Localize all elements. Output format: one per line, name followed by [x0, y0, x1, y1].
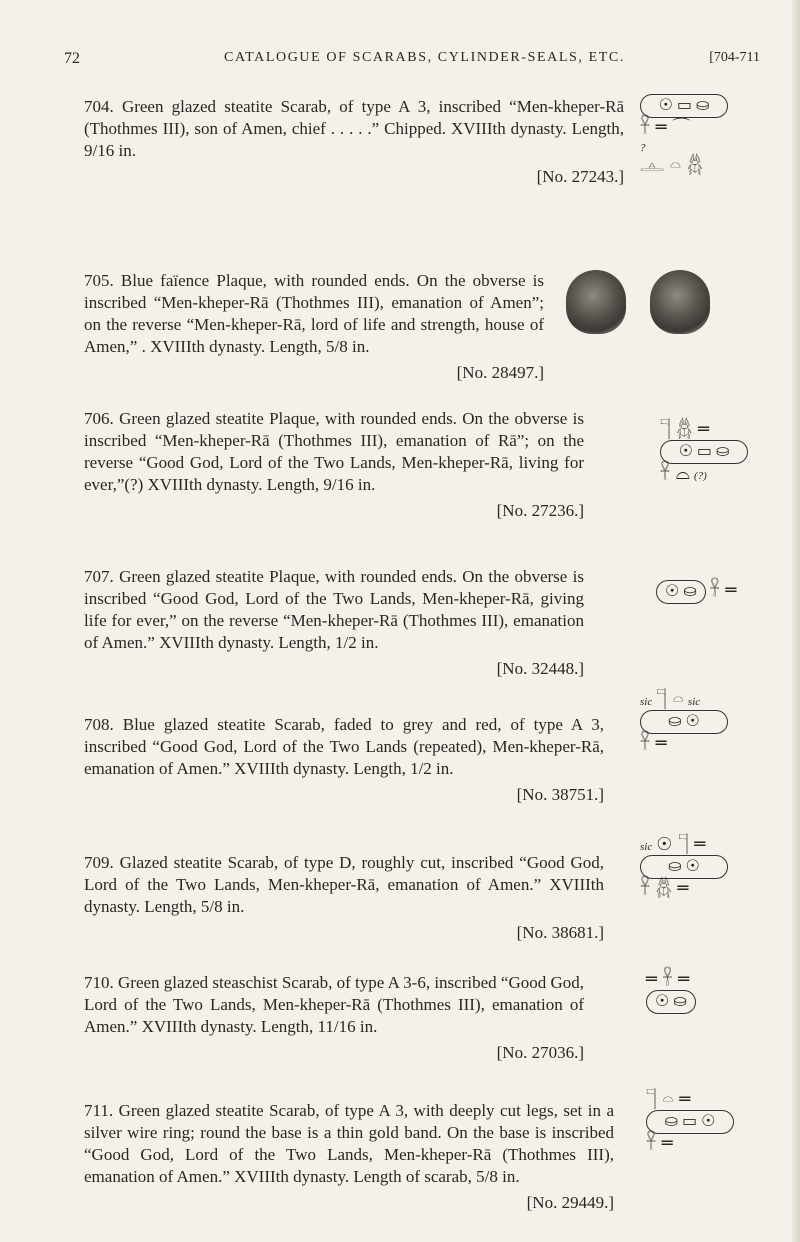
entry-reference: [No. 27036.]	[496, 1043, 584, 1062]
hieroglyph-column-icon: 𓊹 𓆣 ═	[660, 419, 709, 440]
entry-glyphs	[660, 420, 770, 484]
entry-text: Blue glazed steatite Scarab, faded to grey and red, of type A 3, inscribed “Good God, Lord of the Two Lands (repeated), Men-kheper-Rā, emanation of Amen.” XVIIIth dynasty. Length, 1/2 in.	[84, 715, 604, 778]
hieroglyph-column-icon: 𓊵 𓏏 𓆣	[640, 155, 703, 176]
catalogue-entry	[84, 96, 624, 188]
scarab-photo-icon	[650, 270, 710, 334]
entry-number: 707.	[84, 567, 114, 586]
hieroglyph-column-icon: 𓊹 𓏏 ═	[646, 1089, 691, 1110]
entry-reference: [No. 29449.]	[526, 1193, 614, 1212]
running-title: CATALOGUE OF SCARABS, CYLINDER-SEALS, ETC.	[224, 50, 625, 65]
entry-range: [704-711	[709, 50, 760, 65]
hieroglyph-cartouche-icon: ⛀ ▭ ☉	[646, 1110, 734, 1134]
sic-note: sic	[640, 696, 653, 708]
entry-reference: [No. 27243.]	[536, 167, 624, 186]
entry-glyphs	[640, 690, 770, 754]
query-note: ?	[640, 142, 646, 154]
hieroglyph-cartouche-icon: ☉ ▭ ⛀	[640, 94, 728, 118]
entry-text: Green glazed steatite Plaque, with rounded ends. On the obverse is inscribed “Good God, Lord of the Two Lands, Men-kheper-Rā, giving life for ever,” on the reverse “Men-kheper-Rā (Thothmes III), emanation of Amen.” XVIIIth dynasty. Length, 1/2 in.	[84, 567, 584, 652]
query-note: (?)	[694, 470, 707, 482]
entry-glyphs	[646, 1090, 776, 1154]
entry-reference: [No. 27236.]	[496, 501, 584, 520]
entry-number: 710.	[84, 973, 114, 992]
entry-glyphs	[640, 835, 770, 899]
entry-glyphs	[646, 970, 776, 1014]
page-number: 72	[64, 50, 80, 67]
entry-number: 705.	[84, 271, 114, 290]
sic-note: sic	[687, 696, 701, 708]
catalogue-entry	[84, 852, 604, 944]
entry-reference: [No. 28497.]	[456, 363, 544, 382]
entry-number: 709.	[84, 853, 114, 872]
hieroglyph-column-icon: 𓋹 ═	[640, 733, 667, 754]
sic-note: sic	[640, 841, 653, 853]
catalogue-entry	[84, 270, 544, 384]
entry-number: 704.	[84, 97, 114, 116]
entry-glyphs	[656, 580, 776, 604]
running-header	[64, 50, 760, 74]
hieroglyph-cartouche-icon: ☉ ⛀	[646, 990, 696, 1014]
entry-reference: [No. 32448.]	[496, 659, 584, 678]
hieroglyph-column-icon: 𓋹 ═	[709, 580, 737, 601]
entry-number: 706.	[84, 409, 114, 428]
entry-text: Green glazed steaschist Scarab, of type A 3-6, inscribed “Good God, Lord of the Two Lands, Men-kheper-Rā (Thothmes III), emanation of Amen.” XVIIIth dynasty. Length, 11/16 in.	[84, 973, 585, 1036]
entry-number: 708.	[84, 715, 114, 734]
page-edge	[792, 0, 800, 1242]
hieroglyph-column-icon: 𓋹 ⌓	[660, 463, 690, 484]
catalogue-entry	[84, 408, 584, 522]
hieroglyph-column-icon: 𓊹 𓏏	[656, 689, 684, 710]
hieroglyph-column-icon: 𓋹 ═	[646, 1133, 673, 1154]
entry-number: 711.	[84, 1101, 114, 1120]
entry-text: Blue faïence Plaque, with rounded ends. On the obverse is inscribed “Men-kheper-Rā (Thothmes III), emanation of Amen”; on the reverse “Men-kheper-Rā, lord of life and strength, house of Amen,” . XVIIIth dynasty. Length, 5/8 in.	[84, 271, 544, 356]
entry-text: Green glazed steatite Scarab, of type A 3, with deeply cut legs, set in a silver wire ring; round the base is a thin gold band. On the base is inscribed “Good God, Lord of the Two Lands, Men-kheper-Rā (Thothmes III), emanation of Amen.” XVIIIth dynasty. Length of scarab, 5/8 in.	[84, 1101, 614, 1186]
catalogue-entry	[84, 1100, 614, 1214]
entry-text: Green glazed steatite Scarab, of type A 3, inscribed “Men-kheper-Rā (Thothmes III), son of Amen, chief . . . . .” Chipped. XVIIIth dynasty. Length, 9/16 in.	[84, 97, 624, 160]
hieroglyph-column-icon: 𓋹 𓆣 ═	[640, 878, 689, 899]
entry-text: Glazed steatite Scarab, of type D, roughly cut, inscribed “Good God, Lord of the Two Lands, Men-kheper-Rā, emanation of Amen.” XVIIIth dynasty. Length, 5/8 in.	[84, 853, 604, 916]
entry-reference: [No. 38751.]	[516, 785, 604, 804]
scarab-photo-icon	[566, 270, 626, 334]
hieroglyph-column-icon: ═ 𓋹 ═	[646, 969, 690, 990]
hieroglyph-cartouche-icon: ☉ ▭ ⛀	[660, 440, 748, 464]
catalogue-entry	[84, 972, 584, 1064]
catalogue-entry	[84, 714, 604, 806]
entry-glyphs	[640, 94, 760, 254]
hieroglyph-column-icon: ☉ 𓊹 ═	[656, 834, 706, 855]
catalogue-entry	[84, 566, 584, 680]
hieroglyph-cartouche-icon: ☉ ⛀	[656, 580, 706, 604]
hieroglyph-cartouche-icon: ⛀ ☉	[640, 855, 728, 879]
entry-reference: [No. 38681.]	[516, 923, 604, 942]
hieroglyph-cartouche-icon: ⛀ ☉	[640, 710, 728, 734]
hieroglyph-column-icon: 𓋹 ═ ⌒	[640, 117, 691, 138]
entry-text: Green glazed steatite Plaque, with rounded ends. On the obverse is inscribed “Men-kheper-Rā (Thothmes III), emanation of Rā”; on the reverse “Good God, Lord of the Two Lands, Men-kheper-Rā, living for ever,”(?) XVIIIth dynasty. Length, 9/16 in.	[84, 409, 584, 494]
